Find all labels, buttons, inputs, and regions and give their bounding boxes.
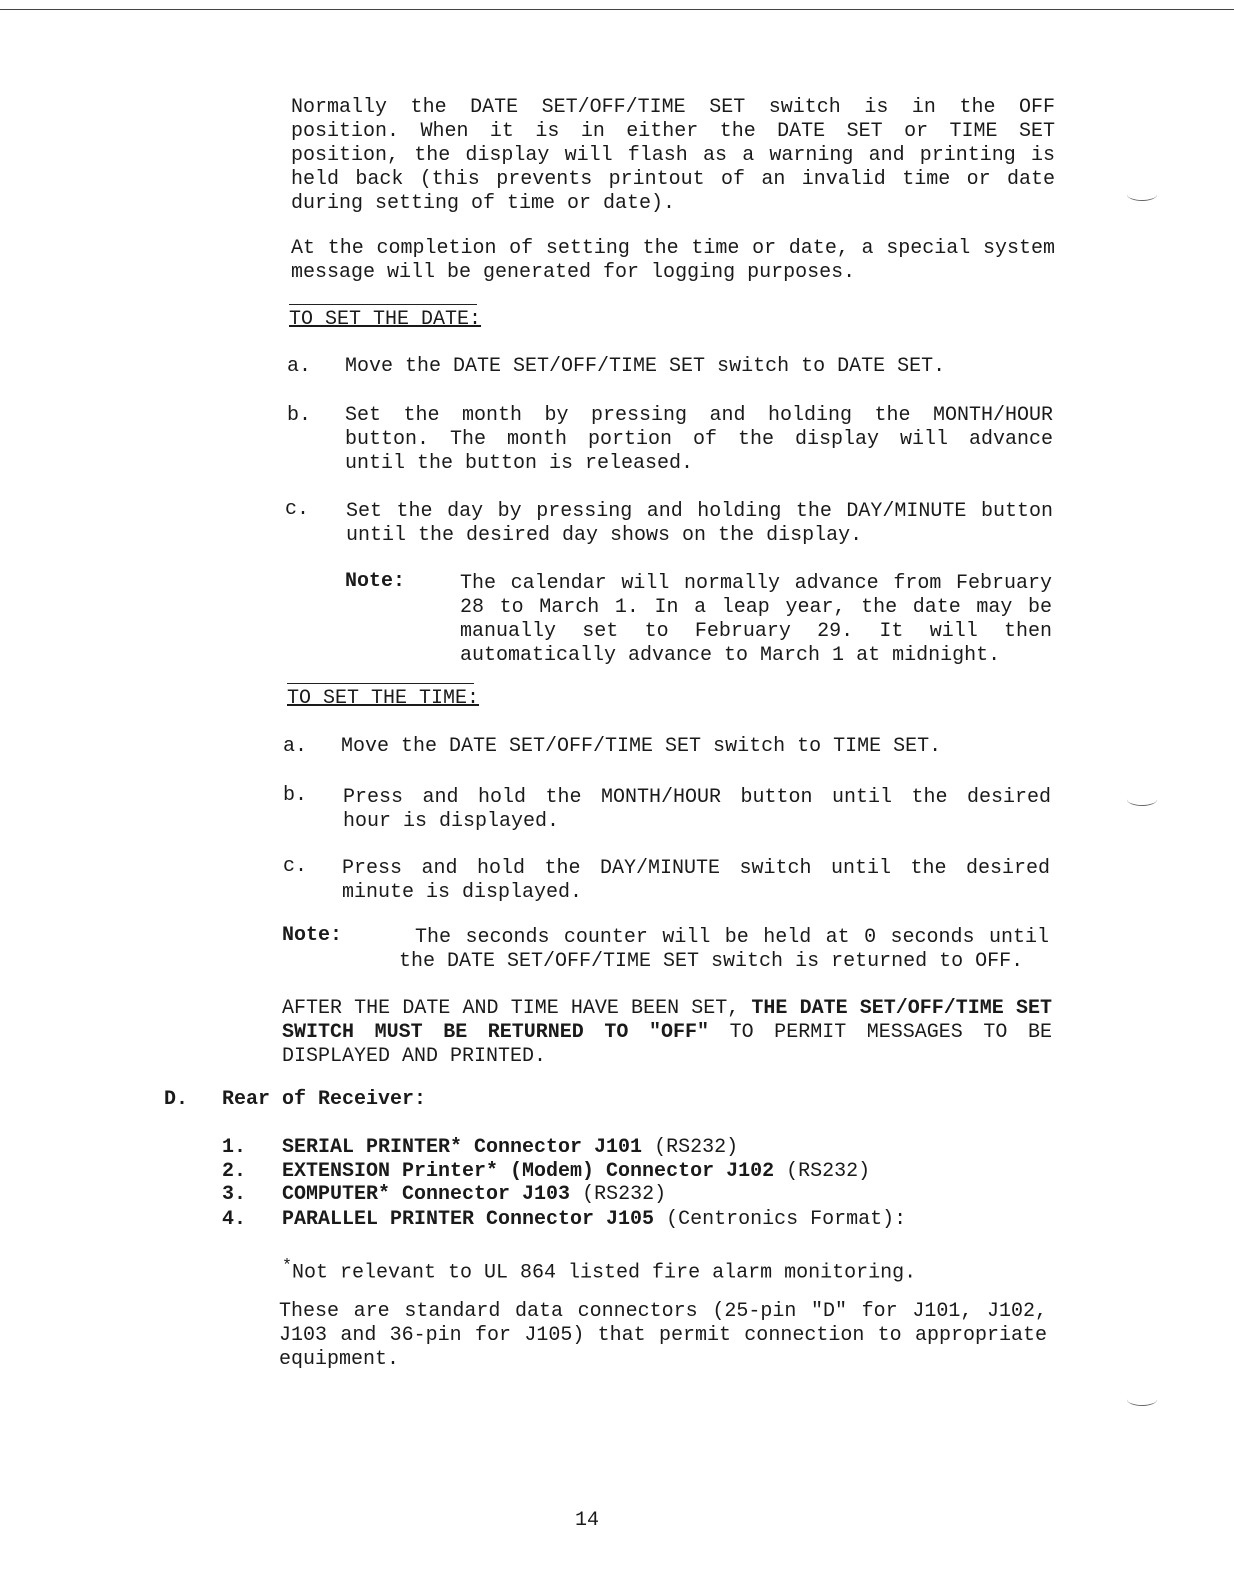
set-date-a-label: a.: [287, 355, 312, 378]
connector-2-spec: (RS232): [786, 1160, 871, 1183]
connector-4-spec: (Centronics Format):: [666, 1208, 907, 1231]
connector-2-number: 2.: [222, 1160, 247, 1183]
set-date-note-label: Note:: [345, 570, 406, 593]
set-date-c-label: c.: [285, 498, 310, 521]
set-date-a-text: Move the DATE SET/OFF/TIME SET switch to DATE SET.: [345, 355, 946, 378]
set-date-note-text: The calendar will normally advance from February 28 to March 1. In a leap year, the date may be manually set to February 29. It will then automatically advance to March 1 at midnight.: [460, 572, 1052, 667]
connector-3-name: COMPUTER* Connector J103: [282, 1183, 571, 1206]
connector-3-spec: (RS232): [582, 1183, 667, 1206]
page-number: 14: [575, 1509, 600, 1532]
set-time-c-text: Press and hold the DAY/MINUTE switch until the desired minute is displayed.: [342, 857, 1050, 904]
connector-1-text: [282, 1136, 1062, 1160]
after-part-3: TO PERMIT MESSAGES TO BE DISPLAYED AND PRINTED.: [282, 1021, 1052, 1068]
set-time-heading-rule: [287, 683, 474, 684]
set-time-a-text: Move the DATE SET/OFF/TIME SET switch to TIME SET.: [341, 735, 942, 758]
section-d-label: D.: [164, 1088, 189, 1111]
connector-2-name: EXTENSION Printer* (Modem) Connector J102: [282, 1160, 775, 1183]
connector-1-number: 1.: [222, 1136, 247, 1159]
intro-paragraph-2: At the completion of setting the time or date, a special system message will be generated for logging purposes.: [291, 237, 1055, 284]
section-d-heading: Rear of Receiver:: [222, 1088, 427, 1111]
connector-1-spec: (RS232): [654, 1136, 739, 1159]
set-date-heading-rule: [289, 304, 477, 305]
connector-description: These are standard data connectors (25-pin "D" for J101, J102, J103 and 36-pin for J105) that permit connection to appropriate equipment.: [279, 1300, 1047, 1371]
scan-artifact-1: [1127, 188, 1157, 201]
connector-4-name: PARALLEL PRINTER Connector J105: [282, 1208, 655, 1231]
connector-1-name: SERIAL PRINTER* Connector J101: [282, 1136, 643, 1159]
connector-3-text: [282, 1183, 1062, 1207]
set-date-b-label: b.: [287, 404, 312, 427]
set-time-heading: TO SET THE TIME:: [287, 687, 480, 710]
set-date-heading: TO SET THE DATE:: [289, 308, 482, 331]
set-time-note-text: The seconds counter will be held at 0 seconds until the DATE SET/OFF/TIME SET switch is returned to OFF.: [399, 926, 1049, 973]
scan-artifact-3: [1127, 1393, 1157, 1406]
footnote-text: Not relevant to UL 864 listed fire alarm monitoring.: [292, 1261, 917, 1285]
after-part-2-emphasis: THE DATE SET/OFF/TIME SET SWITCH MUST BE RETURNED TO "OFF": [282, 997, 1052, 1044]
set-time-b-label: b.: [283, 784, 308, 807]
scan-artifact-2: [1127, 793, 1157, 806]
set-date-c-text: Set the day by pressing and holding the DAY/MINUTE button until the desired day shows on the display.: [346, 500, 1053, 547]
set-time-note-label: Note:: [282, 924, 343, 947]
connector-2-text: [282, 1160, 1062, 1184]
set-time-b-text: Press and hold the MONTH/HOUR button until the desired hour is displayed.: [343, 786, 1051, 833]
after-setting-warning: [282, 997, 1052, 1069]
set-time-c-label: c.: [283, 855, 308, 878]
set-time-a-label: a.: [283, 735, 308, 758]
footnote: [282, 1255, 1062, 1286]
footnote-mark: *: [282, 1257, 292, 1276]
after-part-1: AFTER THE DATE AND TIME HAVE BEEN SET,: [282, 997, 740, 1020]
set-date-b-text: Set the month by pressing and holding the MONTH/HOUR button. The month portion of the display will advance until the button is released.: [345, 404, 1053, 475]
connector-4-text: [282, 1208, 1062, 1232]
connector-4-number: 4.: [222, 1208, 247, 1231]
top-rule: [0, 9, 1234, 10]
intro-paragraph-1: Normally the DATE SET/OFF/TIME SET switch is in the OFF position. When it is in either the DATE SET or TIME SET position, the display will flash as a warning and printing is held back (this prevents printout of an invalid time or date during setting of time or date).: [291, 96, 1055, 215]
connector-3-number: 3.: [222, 1183, 247, 1206]
